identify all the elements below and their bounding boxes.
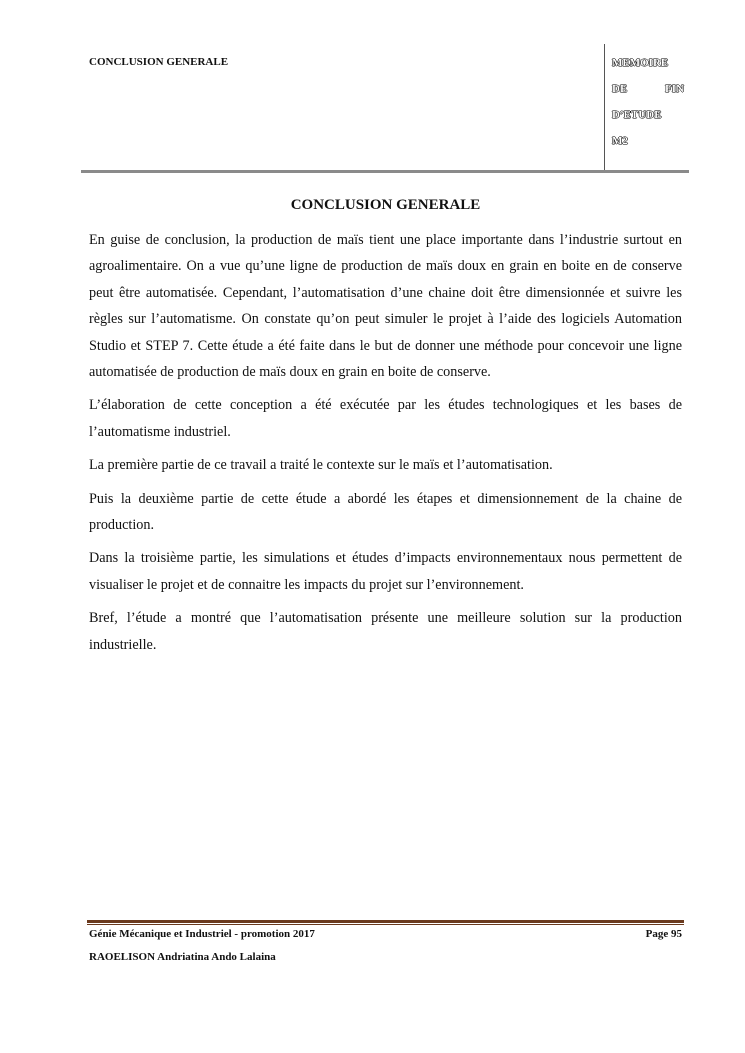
header-section-label: CONCLUSION GENERALE — [89, 56, 229, 68]
page-number: Page 95 — [645, 928, 682, 940]
header-rule — [81, 170, 689, 173]
paragraph: Puis la deuxième partie de cette étude a abordé les étapes et dimensionnement de la chaine de production. — [89, 490, 682, 534]
doc-type-line-3: D’ETUDE — [612, 109, 662, 121]
doc-type-line-4: M2 — [612, 135, 628, 147]
paragraph: Bref, l’étude a montré que l’automatisation présente une meilleure solution sur la production industrielle. — [89, 610, 682, 653]
doc-type-line-1: MEMOIRE — [612, 57, 669, 69]
paragraph: Dans la troisième partie, les simulations et études d’impacts environnementaux nous permettent de visualiser le projet et de connaitre les impacts du projet sur l’environnement. — [89, 550, 682, 593]
header-doc-type — [612, 56, 684, 160]
footer-department: Génie Mécanique et Industriel - promotion 2017 — [89, 928, 315, 940]
footer-line-1 — [89, 928, 682, 940]
header-divider — [604, 44, 605, 170]
paragraph: L’élaboration de cette conception a été exécutée par les études technologiques et les bases de l’automatisme industriel. — [89, 397, 682, 440]
page-title: CONCLUSION GENERALE — [290, 197, 481, 213]
body-text — [89, 227, 682, 665]
paragraph: La première partie de ce travail a traité le contexte sur le maïs et l’automatisation. — [89, 457, 553, 474]
footer-rule-thin — [87, 924, 684, 925]
doc-type-line-2 — [612, 82, 684, 108]
doc-type-line-2-right: FIN — [665, 83, 684, 95]
doc-type-line-2-left: DE — [612, 83, 628, 95]
paragraph: En guise de conclusion, la production de maïs tient une place importante dans l’industrie surtout en agroalimentaire. On a vue qu’une ligne de production de maïs doux en grain en boite en de conserve peut être automatisée. Cependant, l’automatisation d’une chaine doit être dimensionnée et suivre les règles sur l’automatisme. On constate qu’on peut simuler le projet à l’aide des logiciels Automation Studio et STEP 7. Cette étude a été faite dans le but de donner une méthode pour concevoir une ligne automatisée de production de maïs doux en grain en boite de conserve. — [89, 232, 682, 381]
footer-rule-thick — [87, 920, 684, 923]
footer-author: RAOELISON Andriatina Ando Lalaina — [89, 951, 276, 963]
